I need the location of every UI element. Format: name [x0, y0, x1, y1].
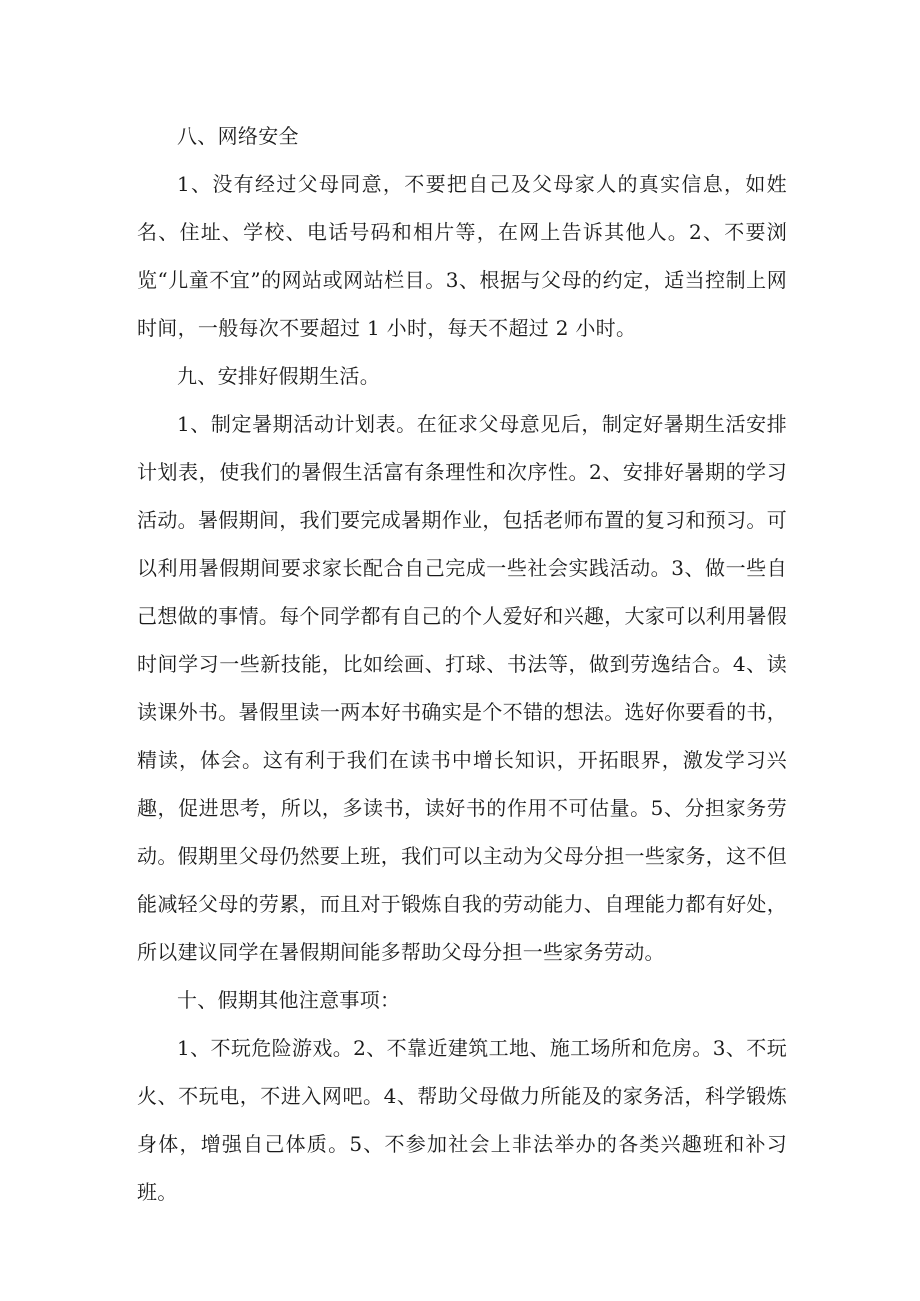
section-heading-network-safety: 八、网络安全 [177, 124, 299, 148]
section-paragraph-other-notes: 1、不玩危险游戏。2、不靠近建筑工地、施工场所和危房。3、不玩火、不玩电，不进入网吧。4、帮助父母做力所能及的家务活，科学锻炼身体，增强自己体质。5、不参加社会上非法举办的各类兴趣班和补习班。 [137, 1036, 787, 1204]
section-paragraph-holiday-life: 1、制定暑期活动计划表。在征求父母意见后，制定好暑期生活安排计划表，使我们的暑假生活富有条理性和次序性。2、安排好暑期的学习活动。暑假期间，我们要完成暑期作业，包括老师布置的复习和预习。可以利用暑假期间要求家长配合自己完成一些社会实践活动。3、做一些自己想做的事情。每个同学都有自己的个人爱好和兴趣，大家可以利用暑假时间学习一些新技能，比如绘画、打球、书法等，做到劳逸结合。4、读读课外书。暑假里读一两本好书确实是个不错的想法。选好你要看的书，精读，体会。这有利于我们在读书中增长知识，开拓眼界，激发学习兴趣，促进思考，所以，多读书，读好书的作用不可估量。5、分担家务劳动。假期里父母仍然要上班，我们可以主动为父母分担一些家务，这不但能减轻父母的劳累，而且对于锻炼自我的劳动能力、自理能力都有好处，所以建议同学在暑假期间能多帮助父母分担一些家务劳动。 [137, 412, 787, 964]
section-heading-other-notes: 十、假期其他注意事项： [177, 988, 401, 1012]
section-paragraph-network-safety: 1、没有经过父母同意，不要把自己及父母家人的真实信息，如姓名、住址、学校、电话号码和相片等，在网上告诉其他人。2、不要浏览“儿童不宜”的网站或网站栏目。3、根据与父母的约定，适当控制上网时间，一般每次不要超过 1 小时，每天不超过 2 小时。 [137, 172, 787, 340]
section-heading-holiday-life: 九、安排好假期生活。 [177, 364, 380, 388]
document-body [137, 112, 787, 1216]
